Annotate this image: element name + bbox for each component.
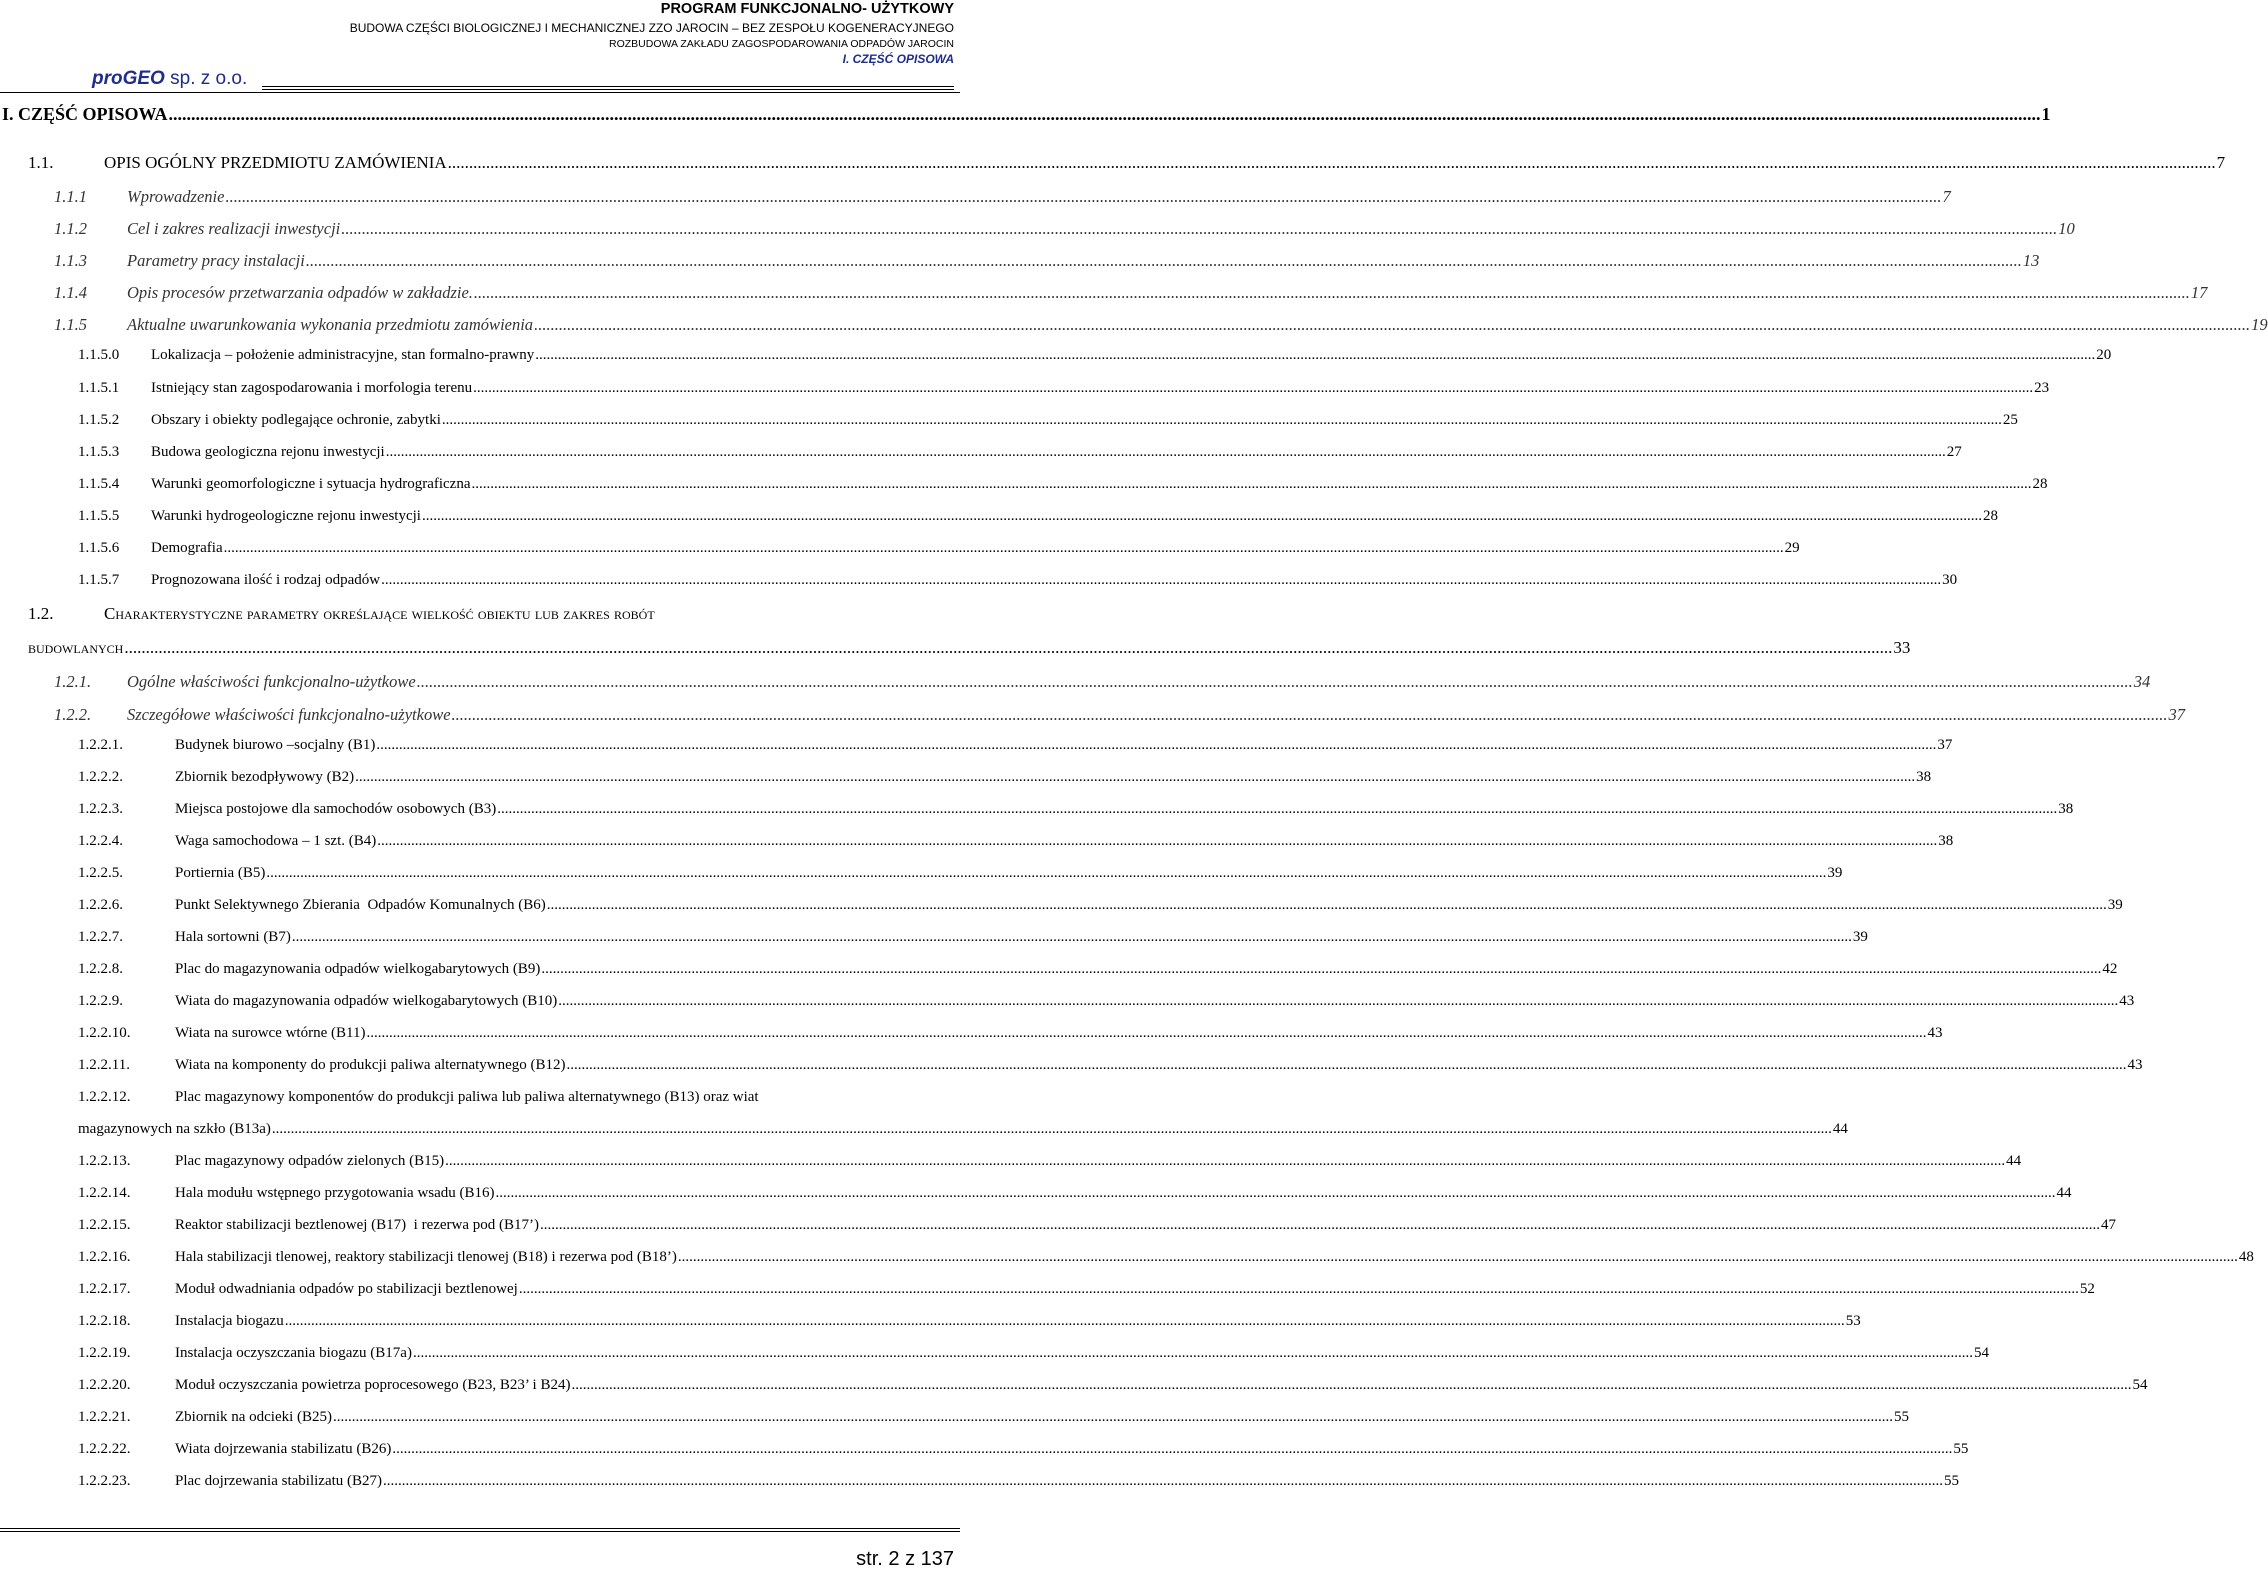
toc-entry-page: 28 xyxy=(1982,508,1998,524)
toc-entry[interactable] xyxy=(78,1025,1943,1042)
toc-entry-title: Lokalizacja – położenie administracyjne, stan formalno-prawny xyxy=(151,347,535,363)
footer-double-rule xyxy=(0,1528,960,1532)
toc-leader xyxy=(383,1473,1943,1490)
toc-entry-page: 38 xyxy=(1916,769,1932,785)
toc-leader xyxy=(341,219,2057,239)
toc-leader xyxy=(540,1217,2100,1234)
toc-entry-number: 1.2.2.12. xyxy=(78,1089,131,1105)
toc-leader xyxy=(225,187,1941,207)
toc-leader xyxy=(472,476,2032,493)
toc-entry[interactable] xyxy=(78,380,2050,397)
toc-entry-page: 44 xyxy=(2006,1153,2022,1169)
toc-entry-page: 43 xyxy=(1927,1025,1943,1041)
toc-leader xyxy=(452,705,2168,725)
toc-entry[interactable] xyxy=(78,1409,1910,1426)
toc-entry-number: 1.2.2.4. xyxy=(78,833,123,849)
toc-entry-page: 55 xyxy=(1944,1473,1960,1489)
toc-entry[interactable] xyxy=(78,1185,2072,1202)
toc-entry-number: 1.2.2.7. xyxy=(78,929,123,945)
toc-entry-title: Aktualne uwarunkowania wykonania przedmiotu zamówienia xyxy=(127,315,534,334)
toc-entry-page: 27 xyxy=(1946,444,1962,460)
toc-entry-page: 28 xyxy=(2032,476,2048,492)
toc-entry-number: 1.1.5.5 xyxy=(78,508,120,524)
toc-entry-title: Wiata do magazynowania odpadów wielkogabarytowych (B10) xyxy=(175,993,558,1009)
toc-entry-page: 55 xyxy=(1953,1441,1969,1457)
toc-leader xyxy=(547,897,2107,914)
toc-entry-number: 1.2.2.3. xyxy=(78,801,123,817)
toc-leader xyxy=(445,1153,2005,1170)
toc-entry-page: 13 xyxy=(2022,251,2040,270)
toc-entry-number: 1.1.5.4 xyxy=(78,476,120,492)
toc-entry-page: 38 xyxy=(1938,833,1954,849)
toc-entry-title: Plac dojrzewania stabilizatu (B27) xyxy=(175,1473,383,1489)
toc-entry-number: 1.2.2.17. xyxy=(78,1281,131,1297)
toc-entry-number: 1.2.2.1. xyxy=(78,737,123,753)
toc-entry-page: 44 xyxy=(2056,1185,2072,1201)
toc-entry-title: Portiernia (B5) xyxy=(175,865,266,881)
toc-entry-title: Plac magazynowy komponentów do produkcji paliwa lub paliwa alternatywnego (B13) oraz wiat xyxy=(175,1089,759,1105)
toc-entry-title: Obszary i obiekty podlegające ochronie, zabytki xyxy=(151,412,441,428)
toc-entry-number: 1.1. xyxy=(28,153,54,172)
toc-leader xyxy=(376,737,1936,754)
toc-entry-page: 25 xyxy=(2002,412,2018,428)
toc-entry-page: 20 xyxy=(2096,347,2112,363)
toc-entry[interactable] xyxy=(78,1441,1969,1458)
toc-entry-number: 1.1.4 xyxy=(54,283,87,302)
toc-leader xyxy=(366,1025,1926,1042)
toc-entry-number: 1.1.5 xyxy=(54,315,87,334)
toc-entry-number: 1.2.2.18. xyxy=(78,1313,131,1329)
toc-entry-number: 1.2.2.20. xyxy=(78,1377,131,1393)
toc-leader xyxy=(678,1249,2238,1266)
toc-entry-title: Wiata na komponenty do produkcji paliwa alternatywnego (B12) xyxy=(175,1057,566,1073)
toc-entry-number: 1.2.2.19. xyxy=(78,1345,131,1361)
toc-entry-number: 1.2.2.15. xyxy=(78,1217,131,1233)
toc-entry-number: 1.1.2 xyxy=(54,219,87,238)
toc-entry[interactable] xyxy=(78,1313,1861,1330)
toc-entry[interactable] xyxy=(78,1249,2254,1266)
toc-entry-title: Demografia xyxy=(151,540,223,556)
header-program-title: PROGRAM FUNKCJONALNO- UŻYTKOWY xyxy=(660,1,954,17)
toc-entry-number: 1.1.5.6 xyxy=(78,540,120,556)
toc-entry[interactable] xyxy=(54,705,2186,725)
logo-brand: proGEO xyxy=(92,68,165,89)
toc-entry-number: 1.1.3 xyxy=(54,251,87,270)
toc-leader xyxy=(272,1121,1832,1138)
toc-entry-title-continued: budowlanych xyxy=(28,638,124,657)
toc-entry[interactable] xyxy=(78,993,2135,1010)
toc-leader xyxy=(535,347,2095,364)
header-project-subtitle: ROZBUDOWA ZAKŁADU ZAGOSPODAROWANIA ODPADÓW JAROCIN xyxy=(609,38,954,50)
toc-leader xyxy=(534,315,2250,335)
toc-leader xyxy=(497,801,2057,818)
toc-entry-title: Parametry pracy instalacji xyxy=(127,251,305,270)
toc-entry-title: Plac do magazynowania odpadów wielkogabarytowych (B9) xyxy=(175,961,541,977)
toc-entry-number: 1.1.5.0 xyxy=(78,347,120,363)
toc-entry-page: 55 xyxy=(1894,1409,1910,1425)
toc-entry[interactable] xyxy=(54,283,2208,303)
toc-leader xyxy=(355,769,1915,786)
toc-entry-number: 1.2.2.8. xyxy=(78,961,123,977)
toc-entry-continuation[interactable] xyxy=(28,638,1911,658)
toc-entry-title: Miejsca postojowe dla samochodów osobowych (B3) xyxy=(175,801,497,817)
toc-leader xyxy=(266,865,1826,882)
toc-entry[interactable] xyxy=(78,347,2112,364)
toc-entry[interactable] xyxy=(54,219,2075,239)
toc-entry-page: 33 xyxy=(1893,638,1911,657)
toc-entry-title: Hala sortowni (B7) xyxy=(175,929,291,945)
toc-entry[interactable] xyxy=(78,1473,1960,1490)
toc-entry[interactable] xyxy=(78,865,1843,882)
toc-entry-page: 54 xyxy=(1973,1345,1989,1361)
toc-entry-page: 43 xyxy=(2119,993,2135,1009)
toc-leader xyxy=(571,1377,2131,1394)
toc-entry-number: 1.2.2.22. xyxy=(78,1441,131,1457)
toc-entry-title: Hala stabilizacji tlenowej, reaktory stabilizacji tlenowej (B18) i rezerwa pod (B18’) xyxy=(175,1249,677,1265)
toc-entry-title: Charakterystyczne parametry określające wielkość obiektu lub zakres robót xyxy=(104,604,655,623)
toc-leader xyxy=(442,412,2002,429)
toc-leader xyxy=(558,993,2118,1010)
toc-entry[interactable] xyxy=(78,1377,2148,1394)
toc-entry-number: 1.2.2.2. xyxy=(78,769,123,785)
toc-entry-number: 1.1.5.3 xyxy=(78,444,120,460)
toc-entry[interactable] xyxy=(54,672,2151,692)
toc-entry-title: Punkt Selektywnego Zbierania Odpadów Komunalnych (B6) xyxy=(175,897,546,913)
toc-entry-page: 37 xyxy=(2168,705,2186,724)
header-part-label: I. CZĘŚĆ OPISOWA xyxy=(842,52,954,66)
toc-leader xyxy=(292,929,1852,946)
toc-entry[interactable] xyxy=(2,104,2051,125)
toc-entry-page: 39 xyxy=(2107,897,2123,913)
toc-entry-page: 43 xyxy=(2127,1057,2143,1073)
toc-leader xyxy=(381,572,1941,589)
toc-entry-number: 1.2.2.14. xyxy=(78,1185,131,1201)
toc-entry[interactable] xyxy=(78,476,2048,493)
toc-entry-number: 1.1.5.7 xyxy=(78,572,120,588)
toc-entry-title: Zbiornik na odcieki (B25) xyxy=(175,1409,333,1425)
toc-entry-title: Reaktor stabilizacji beztlenowej (B17) i rezerwa pod (B17’) xyxy=(175,1217,540,1233)
toc-leader xyxy=(422,508,1982,525)
toc-entry[interactable] xyxy=(78,737,1953,754)
toc-entry-title: Wprowadzenie xyxy=(127,187,225,206)
toc-entry-page: 30 xyxy=(1942,572,1958,588)
toc-leader xyxy=(224,540,1784,557)
toc-entry-title: Ogólne właściwości funkcjonalno-użytkowe xyxy=(127,672,416,691)
toc-entry-title: Warunki hydrogeologiczne rejonu inwestycji xyxy=(151,508,421,524)
toc-entry[interactable] xyxy=(28,153,2226,173)
toc-entry-continuation[interactable] xyxy=(78,1121,1848,1138)
toc-entry-page: 17 xyxy=(2190,283,2208,302)
toc-entry-number: 1.2.2.13. xyxy=(78,1153,131,1169)
toc-entry-page: 39 xyxy=(1827,865,1843,881)
toc-leader xyxy=(417,672,2133,692)
header-project-title: BUDOWA CZĘŚCI BIOLOGICZNEJ I MECHANICZNEJ ZZO JAROCIN – BEZ ZESPOŁU KOGENERACYJNEGO xyxy=(349,21,954,35)
toc-entry[interactable] xyxy=(78,801,2074,818)
toc-leader xyxy=(541,961,2101,978)
toc-entry[interactable] xyxy=(78,572,1958,589)
toc-entry-page: 44 xyxy=(1832,1121,1848,1137)
toc-entry[interactable] xyxy=(78,1153,2022,1170)
toc-entry[interactable] xyxy=(78,1281,2095,1298)
toc-entry-page: 48 xyxy=(2238,1249,2254,1265)
toc-entry-title: Szczegółowe właściwości funkcjonalno-użytkowe xyxy=(127,705,451,724)
toc-entry-page: 19 xyxy=(2251,315,2268,334)
toc-leader xyxy=(333,1409,1893,1426)
toc-entry[interactable] xyxy=(54,315,2268,335)
toc-entry-title: Instalacja biogazu xyxy=(175,1313,284,1329)
toc-entry[interactable] xyxy=(78,833,1954,850)
toc-entry[interactable] xyxy=(78,1057,2143,1074)
toc-entry-page: 37 xyxy=(1937,737,1953,753)
toc-leader xyxy=(124,638,1892,658)
toc-entry[interactable] xyxy=(78,769,1932,786)
toc-entry[interactable] xyxy=(78,897,2123,914)
toc-entry-number: 1.1.5.2 xyxy=(78,412,120,428)
toc-leader xyxy=(473,380,2033,397)
toc-leader xyxy=(377,833,1937,850)
toc-leader xyxy=(496,1185,2056,1202)
toc-leader xyxy=(169,104,2041,125)
toc-leader xyxy=(386,444,1946,461)
toc-entry-number: 1.2.2.10. xyxy=(78,1025,131,1041)
toc-entry-page: 29 xyxy=(1784,540,1800,556)
toc-entry-title: Warunki geomorfologiczne i sytuacja hydrograficzna xyxy=(151,476,471,492)
toc-entry-title: Plac magazynowy odpadów zielonych (B15) xyxy=(175,1153,445,1169)
toc-entry-page: 1 xyxy=(2041,104,2051,124)
toc-entry-page: 34 xyxy=(2133,672,2151,691)
toc-entry-page: 53 xyxy=(1845,1313,1861,1329)
toc-entry-number: 1.2.2.6. xyxy=(78,897,123,913)
toc-entry-title: Opis procesów przetwarzania odpadów w zakładzie. xyxy=(127,283,473,302)
toc-entry-title: Zbiornik bezodpływowy (B2) xyxy=(175,769,355,785)
toc-entry-page: 39 xyxy=(1852,929,1868,945)
toc-entry[interactable] xyxy=(78,929,1868,946)
toc-entry-title: I. CZĘŚĆ OPISOWA xyxy=(2,104,168,124)
toc-entry-title: Prognozowana ilość i rodzaj odpadów xyxy=(151,572,381,588)
toc-entry[interactable] xyxy=(54,187,1951,207)
toc-entry-title: Instalacja oczyszczania biogazu (B17a) xyxy=(175,1345,412,1361)
toc-entry-title: Istniejący stan zagospodarowania i morfologia terenu xyxy=(151,380,473,396)
toc-entry[interactable] xyxy=(78,1089,954,1106)
toc-entry-number: 1.2.1. xyxy=(54,672,92,691)
toc-entry-number: 1.2.2.9. xyxy=(78,993,123,1009)
toc-entry-title: Budynek biurowo –socjalny (B1) xyxy=(175,737,376,753)
toc-entry[interactable] xyxy=(78,444,1962,461)
toc-leader xyxy=(413,1345,1973,1362)
toc-entry[interactable] xyxy=(78,412,2018,429)
toc-entry-title-continued: magazynowych na szkło (B13a) xyxy=(78,1121,271,1137)
logo-suffix: sp. z o.o. xyxy=(164,68,248,89)
toc-leader xyxy=(392,1441,1952,1458)
toc-entry[interactable] xyxy=(78,508,1998,525)
toc-entry-page: 54 xyxy=(2132,1377,2148,1393)
toc-entry[interactable] xyxy=(78,540,1800,557)
toc-entry-title: Cel i zakres realizacji inwestycji xyxy=(127,219,341,238)
toc-entry-page: 10 xyxy=(2058,219,2075,238)
toc-entry[interactable] xyxy=(28,604,954,624)
toc-entry-number: 1.2. xyxy=(28,604,54,623)
toc-entry-number: 1.2.2. xyxy=(54,705,92,724)
toc-entry-number: 1.1.1 xyxy=(54,187,87,206)
toc-entry-title: Budowa geologiczna rejonu inwestycji xyxy=(151,444,385,460)
toc-entry[interactable] xyxy=(78,1345,1989,1362)
toc-leader xyxy=(306,251,2022,271)
toc-entry-number: 1.2.2.16. xyxy=(78,1249,131,1265)
toc-entry-number: 1.2.2.11. xyxy=(78,1057,130,1073)
toc-entry[interactable] xyxy=(78,961,2118,978)
toc-entry-title: Moduł oczyszczania powietrza poprocesowego (B23, B23’ i B24) xyxy=(175,1377,571,1393)
header-double-rule xyxy=(262,86,954,90)
toc-entry-title: Hala modułu wstępnego przygotowania wsadu (B16) xyxy=(175,1185,495,1201)
toc-entry-title: Waga samochodowa – 1 szt. (B4) xyxy=(175,833,377,849)
toc-entry-page: 7 xyxy=(2216,153,2226,172)
toc-leader xyxy=(567,1057,2127,1074)
toc-entry[interactable] xyxy=(54,251,2040,271)
toc-leader xyxy=(448,153,2216,173)
toc-entry-page: 7 xyxy=(1942,187,1951,206)
toc-entry-number: 1.2.2.23. xyxy=(78,1473,131,1489)
company-logo xyxy=(92,68,247,90)
toc-entry-page: 47 xyxy=(2101,1217,2117,1233)
toc-entry-number: 1.2.2.21. xyxy=(78,1409,131,1425)
toc-entry-number: 1.1.5.1 xyxy=(78,380,120,396)
toc-entry-title: OPIS OGÓLNY PRZEDMIOTU ZAMÓWIENIA xyxy=(104,153,447,172)
toc-leader xyxy=(474,283,2190,303)
toc-entry-title: Wiata na surowce wtórne (B11) xyxy=(175,1025,366,1041)
toc-leader xyxy=(519,1281,2079,1298)
toc-leader xyxy=(285,1313,1845,1330)
page-number: str. 2 z 137 xyxy=(856,1548,954,1570)
toc-entry[interactable] xyxy=(78,1217,2117,1234)
toc-entry-number: 1.2.2.5. xyxy=(78,865,123,881)
toc-entry-page: 38 xyxy=(2058,801,2074,817)
toc-entry-page: 23 xyxy=(2034,380,2050,396)
header-rule xyxy=(0,92,960,93)
toc-entry-page: 52 xyxy=(2079,1281,2095,1297)
toc-entry-page: 42 xyxy=(2102,961,2118,977)
toc-entry-title: Moduł odwadniania odpadów po stabilizacji beztlenowej xyxy=(175,1281,518,1297)
toc-entry-title: Wiata dojrzewania stabilizatu (B26) xyxy=(175,1441,392,1457)
